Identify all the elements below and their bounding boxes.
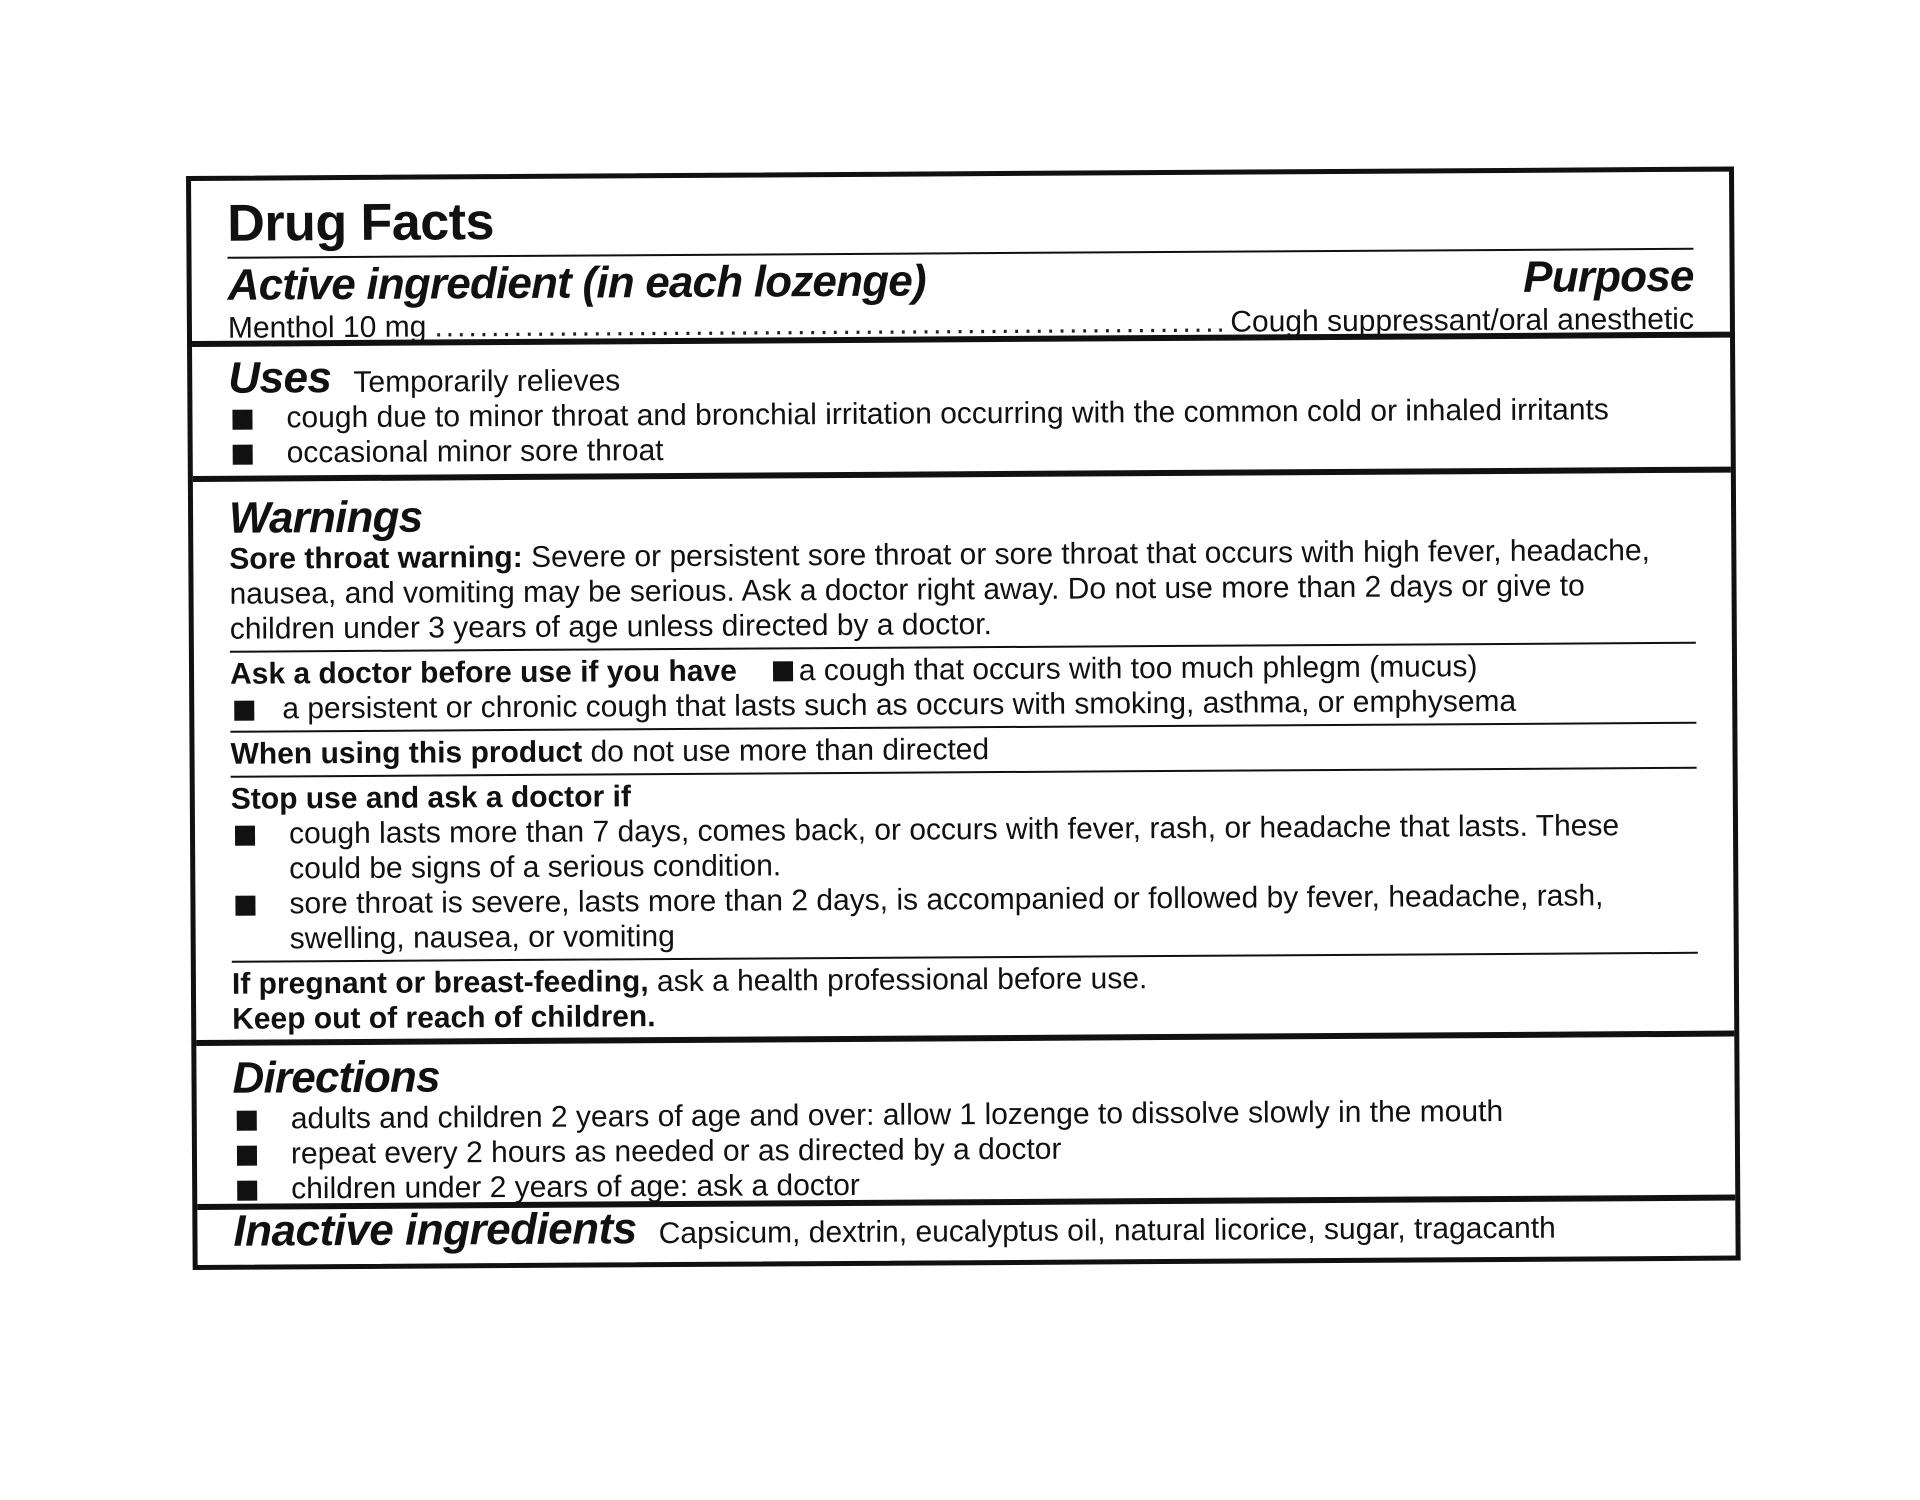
inactive-ingredients-section: [197, 1201, 1735, 1265]
inactive-ingredients-text: Capsicum, dextrin, eucalyptus oil, natural licorice, sugar, tragacanth: [658, 1211, 1556, 1251]
square-bullet-icon: [234, 701, 254, 721]
warnings-heading: Warnings: [228, 492, 423, 543]
ask-doctor-block: Ask a doctor before use if you have a cough that occurs with too much phlegm (mucus): [229, 650, 1478, 691]
sore-throat-label: Sore throat warning:: [229, 540, 523, 576]
square-bullet-icon: [237, 1111, 257, 1131]
when-using-block: [230, 728, 1696, 772]
directions-heading: Directions: [232, 1052, 440, 1103]
pregnant-label: If pregnant or breast-feeding,: [231, 965, 649, 1001]
square-bullet-icon: [235, 826, 255, 846]
square-bullet-icon: [232, 410, 252, 430]
square-bullet-icon: [237, 1146, 257, 1166]
list-item: sore throat is severe, lasts more than 2 days, is accompanied or followed by fever, headache, rash, swelling, nausea, or vomiting: [231, 878, 1697, 957]
uses-intro: Temporarily relieves: [353, 364, 621, 399]
when-using-label: When using this product: [230, 735, 583, 771]
pregnant-text: ask a health professional before use.: [656, 962, 1148, 999]
warnings-section: [193, 473, 1734, 1046]
ask-doctor-label: Ask a doctor before use if you have: [229, 654, 737, 691]
ingredient-purpose: Cough suppressant/oral anesthetic: [1230, 302, 1695, 339]
list-item: a persistent or chronic cough that lasts such as occurs with smoking, asthma, or emphysema: [230, 683, 1696, 727]
list-item: cough lasts more than 7 days, comes back, or occurs with fever, rash, or headache that lasts. These could be signs of a serious condition.: [231, 808, 1697, 887]
list-item: children under 2 years of age: ask a doctor: [233, 1163, 1699, 1207]
active-ingredient-heading: Active ingredient (in each lozenge): [227, 256, 926, 310]
stop-use-label: Stop use and ask a doctor if: [230, 780, 631, 816]
sore-throat-warning: [229, 533, 1696, 647]
inactive-ingredients-heading: Inactive ingredients: [233, 1204, 637, 1256]
drug-facts-title: Drug Facts: [227, 193, 495, 253]
list-item: repeat every 2 hours as needed or as directed by a doctor: [233, 1128, 1699, 1172]
list-item: occasional minor sore throat: [229, 427, 1695, 471]
directions-section: [196, 1037, 1735, 1210]
square-bullet-icon: [773, 661, 793, 681]
leader-dots: [434, 305, 1222, 346]
square-bullet-icon: [237, 1181, 257, 1201]
list-item: cough due to minor throat and bronchial irritation occurring with the common cold or inhaled irritants: [228, 392, 1694, 436]
square-bullet-icon: [233, 445, 253, 465]
uses-section: [192, 338, 1731, 482]
purpose-heading: Purpose: [1523, 251, 1694, 302]
when-using-text: do not use more than directed: [590, 733, 990, 769]
active-ingredient-section: [191, 172, 1730, 347]
sore-throat-text: Severe or persistent sore throat or sore throat that occurs with high fever, headache, nausea, and vomiting may be serious. Ask a doctor right away. Do not use more than 2 days or give to children under 3 years of age unless directed by a doctor.: [229, 534, 1651, 646]
uses-heading: Uses: [228, 353, 332, 403]
drug-facts-panel: [186, 167, 1741, 1270]
list-item: adults and children 2 years of age and over: allow 1 lozenge to dissolve slowly in the mouth: [233, 1093, 1699, 1137]
square-bullet-icon: [235, 896, 255, 916]
keep-out-text: Keep out of reach of children.: [232, 1000, 656, 1036]
ingredient-name: Menthol 10 mg: [227, 310, 427, 345]
